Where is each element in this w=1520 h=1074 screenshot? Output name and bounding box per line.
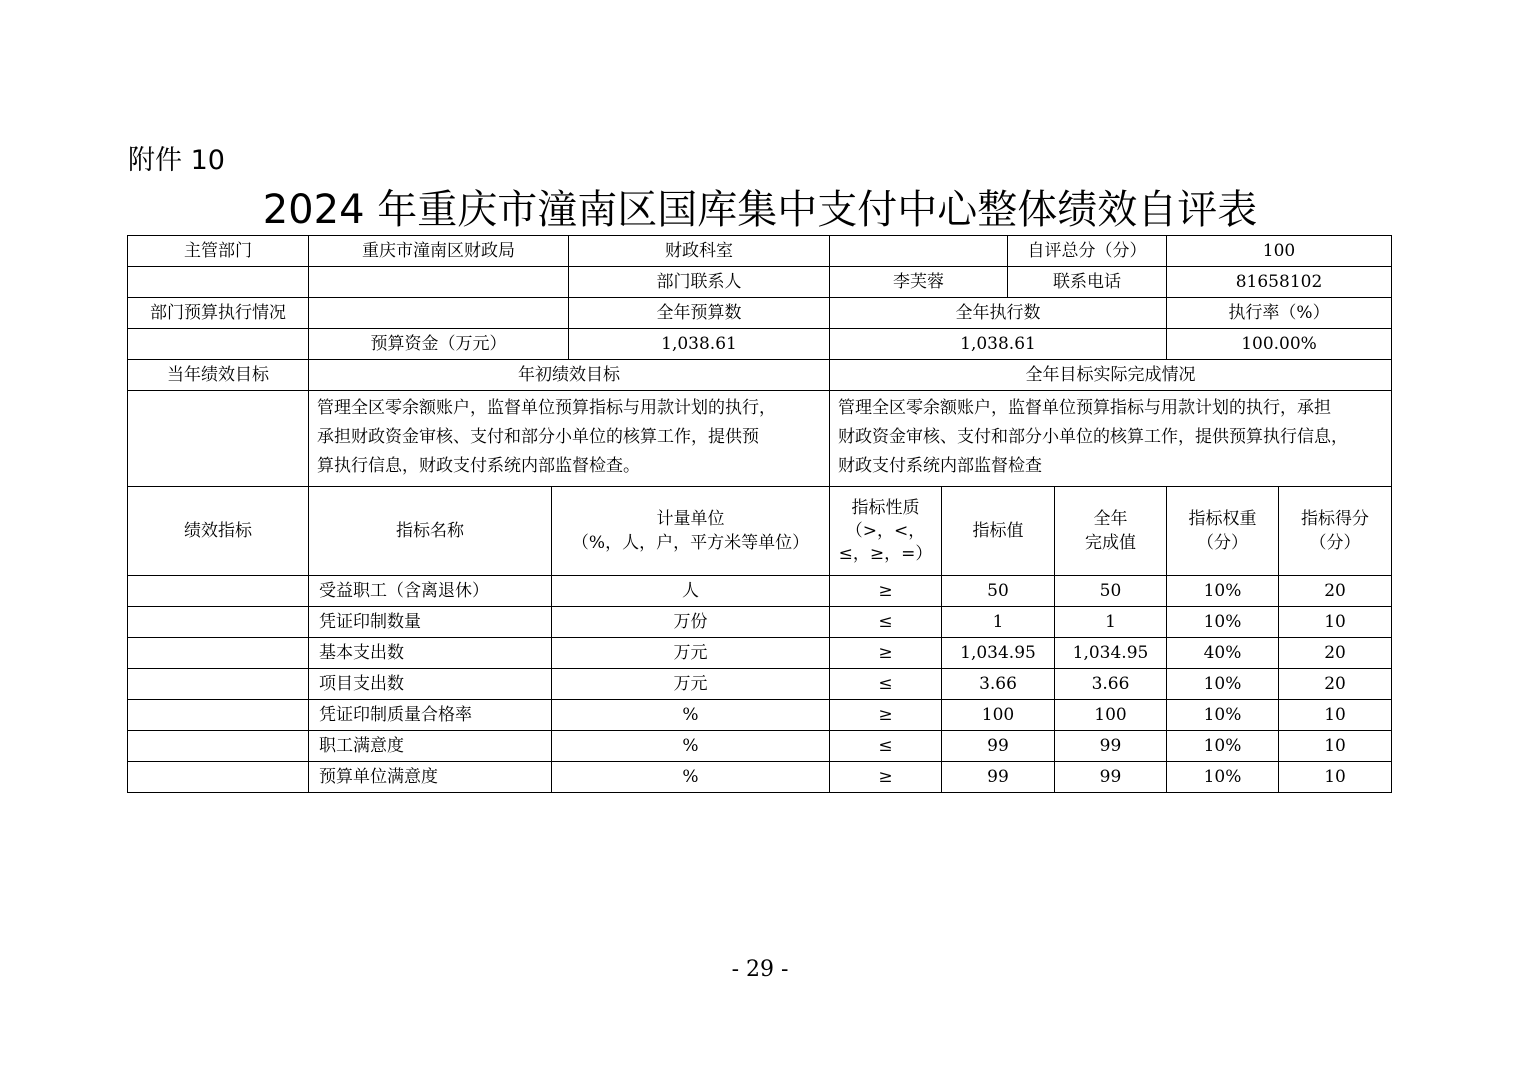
empty-cell [128,731,309,762]
budget-header-row [128,298,1392,329]
actual-goal-line: 财政资金审核、支付和部分小单位的核算工作，提供预算执行信息， [838,427,1348,447]
rate-label: 执行率（%） [1167,298,1392,329]
indicator-weight: 10% [1167,607,1279,638]
contact-label: 部门联系人 [569,267,830,298]
indicator-completed: 100 [1055,700,1167,731]
indicator-rows [128,576,1392,793]
indicator-completed: 1,034.95 [1055,638,1167,669]
indicator-unit: % [552,731,830,762]
score-label: 自评总分（分） [1008,236,1167,267]
indicator-score: 20 [1279,669,1392,700]
indicator-name-header: 指标名称 [309,487,552,576]
empty-cell [128,762,309,793]
office-value: 财政科室 [569,236,830,267]
indicator-score: 10 [1279,607,1392,638]
indicator-nature: ≥ [830,762,942,793]
goals-section-label: 当年绩效目标 [128,360,309,391]
indicator-nature: ≤ [830,669,942,700]
indicator-unit: % [552,700,830,731]
empty-cell [309,267,569,298]
nature-header: 指标性质 （>，<， ≤，≥，=） [830,487,942,576]
empty-cell [128,267,309,298]
indicator-name: 凭证印制数量 [309,607,552,638]
indicator-score: 10 [1279,731,1392,762]
target-header: 指标值 [942,487,1055,576]
completed-header: 全年 完成值 [1055,487,1167,576]
actual-goal-label: 全年目标实际完成情况 [830,360,1392,391]
indicator-completed: 50 [1055,576,1167,607]
indicator-weight: 10% [1167,669,1279,700]
indicator-nature: ≥ [830,700,942,731]
empty-cell [128,576,309,607]
table-row [128,669,1392,700]
initial-goal-line: 算执行信息，财政支付系统内部监督检查。 [317,456,640,476]
indicator-target: 99 [942,762,1055,793]
table-row [128,731,1392,762]
initial-goal-text [309,391,830,487]
indicator-weight: 40% [1167,638,1279,669]
weight-header: 指标权重 （分） [1167,487,1279,576]
indicator-unit: 万份 [552,607,830,638]
indicators-section-label: 绩效指标 [128,487,309,576]
dept-value: 重庆市潼南区财政局 [309,236,569,267]
performance-table [127,235,1392,793]
indicator-header-row [128,487,1392,576]
annual-budget-label: 全年预算数 [569,298,830,329]
annual-exec-label: 全年执行数 [830,298,1167,329]
rate-value: 100.00% [1167,329,1392,360]
indicator-nature: ≥ [830,576,942,607]
table-row [128,700,1392,731]
indicator-name: 项目支出数 [309,669,552,700]
score-value: 100 [1167,236,1392,267]
annual-budget-value: 1,038.61 [569,329,830,360]
indicator-completed: 99 [1055,762,1167,793]
empty-cell [128,607,309,638]
indicator-name: 受益职工（含离退休） [309,576,552,607]
indicator-weight: 10% [1167,576,1279,607]
actual-goal-text [830,391,1392,487]
indicator-name: 职工满意度 [309,731,552,762]
indicator-unit: % [552,762,830,793]
score-header: 指标得分 （分） [1279,487,1392,576]
annual-exec-value: 1,038.61 [830,329,1167,360]
indicator-nature: ≤ [830,731,942,762]
budget-value-row [128,329,1392,360]
empty-cell [128,669,309,700]
empty-cell [830,236,1008,267]
empty-cell [128,329,309,360]
budget-section-label: 部门预算执行情况 [128,298,309,329]
indicator-unit: 万元 [552,638,830,669]
indicator-unit: 万元 [552,669,830,700]
contact-row [128,267,1392,298]
indicator-name: 预算单位满意度 [309,762,552,793]
goals-text-row [128,391,1392,487]
actual-goal-line: 财政支付系统内部监督检查 [838,456,1042,476]
indicator-name: 基本支出数 [309,638,552,669]
table-row [128,762,1392,793]
funds-label: 预算资金（万元） [309,329,569,360]
initial-goal-line: 承担财政资金审核、支付和部分小单位的核算工作，提供预 [317,427,759,447]
empty-cell [309,298,569,329]
indicator-target: 99 [942,731,1055,762]
indicator-target: 3.66 [942,669,1055,700]
actual-goal-line: 管理全区零余额账户，监督单位预算指标与用款计划的执行，承担 [838,398,1331,418]
goals-header-row [128,360,1392,391]
indicator-target: 1,034.95 [942,638,1055,669]
indicator-name: 凭证印制质量合格率 [309,700,552,731]
dept-label: 主管部门 [128,236,309,267]
indicator-target: 1 [942,607,1055,638]
indicator-nature: ≥ [830,638,942,669]
unit-header: 计量单位 （%，人，户，平方米等单位） [552,487,830,576]
table-row [128,576,1392,607]
empty-cell [128,700,309,731]
contact-value: 李芙蓉 [830,267,1008,298]
phone-value: 81658102 [1167,267,1392,298]
indicator-target: 50 [942,576,1055,607]
page-title: 2024 年重庆市潼南区国库集中支付中心整体绩效自评表 [262,187,1258,233]
initial-goal-line: 管理全区零余额账户，监督单位预算指标与用款计划的执行， [317,398,776,418]
empty-cell [128,391,309,487]
indicator-completed: 1 [1055,607,1167,638]
indicator-weight: 10% [1167,762,1279,793]
indicator-completed: 99 [1055,731,1167,762]
indicator-target: 100 [942,700,1055,731]
indicator-weight: 10% [1167,731,1279,762]
indicator-nature: ≤ [830,607,942,638]
indicator-score: 20 [1279,638,1392,669]
attachment-label: 附件 10 [128,145,225,176]
indicator-weight: 10% [1167,700,1279,731]
phone-label: 联系电话 [1008,267,1167,298]
indicator-score: 10 [1279,700,1392,731]
dept-row [128,236,1392,267]
indicator-score: 20 [1279,576,1392,607]
page-number: - 29 - [731,957,789,982]
indicator-unit: 人 [552,576,830,607]
indicator-completed: 3.66 [1055,669,1167,700]
table-row [128,638,1392,669]
empty-cell [128,638,309,669]
initial-goal-label: 年初绩效目标 [309,360,830,391]
table-row [128,607,1392,638]
indicator-score: 10 [1279,762,1392,793]
